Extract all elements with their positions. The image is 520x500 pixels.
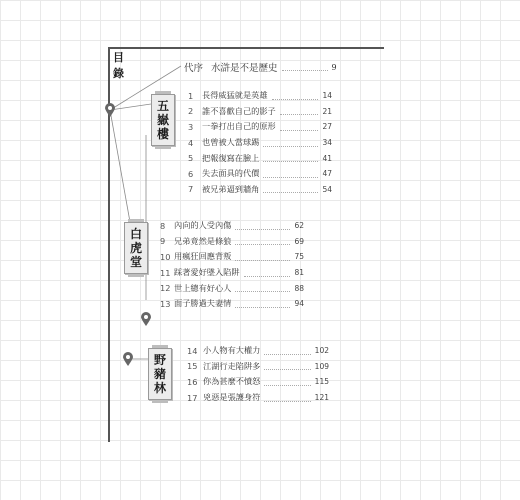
- location-pin-icon: [141, 312, 151, 326]
- chapter-number: 6: [188, 168, 194, 179]
- chapter-title: 江湖行走陷阱多: [203, 360, 261, 371]
- chapter-number: 7: [188, 184, 194, 195]
- chapter-page: 81: [294, 268, 304, 278]
- chapter-item[interactable]: [188, 135, 332, 151]
- chapter-number: 10: [160, 251, 171, 262]
- chapter-item[interactable]: [160, 249, 304, 265]
- leader-dots: [263, 170, 318, 178]
- chapter-title: 用瘋狂回應背叛: [174, 251, 232, 262]
- chapter-page: 54: [322, 184, 332, 194]
- chapter-title: 兄弟竟然是條狼: [174, 235, 232, 246]
- chapter-item[interactable]: [187, 390, 329, 406]
- chapter-page: 21: [322, 106, 332, 116]
- leader-dots: [235, 284, 290, 292]
- chapter-number: 4: [188, 137, 194, 148]
- leader-dots: [264, 347, 310, 355]
- chapter-title: 長得威猛就是英雄: [202, 90, 268, 101]
- chapter-item[interactable]: [160, 280, 304, 296]
- chapter-item[interactable]: [188, 104, 332, 120]
- chapter-title: 被兄弟逼到牆角: [202, 183, 260, 194]
- preface-page: 9: [331, 62, 337, 72]
- chapter-item[interactable]: [188, 88, 332, 104]
- chapter-item[interactable]: [160, 218, 304, 234]
- leader-dots: [235, 253, 290, 261]
- chapter-number: 1: [188, 90, 194, 101]
- leader-dots: [263, 185, 318, 193]
- chapter-number: 3: [188, 121, 194, 132]
- toc-heading: 目錄: [113, 51, 124, 80]
- chapter-page: 27: [322, 122, 332, 132]
- leader-dots: [235, 222, 290, 230]
- chapter-page: 34: [322, 138, 332, 148]
- chapter-number: 11: [160, 267, 171, 278]
- leader-dots: [264, 362, 310, 370]
- chapter-title: 一拳打出自己的原形: [202, 121, 276, 132]
- leader-dots: [282, 64, 328, 71]
- chapter-number: 2: [188, 106, 194, 117]
- chapter-title: 踩著愛好墜入陷阱: [174, 267, 240, 278]
- chapter-number: 13: [160, 298, 171, 309]
- chapter-title: 失去面具的代價: [202, 168, 260, 179]
- chapter-number: 16: [187, 376, 198, 387]
- chapter-title: 世上總有好心人: [174, 282, 232, 293]
- preface-entry[interactable]: [184, 60, 337, 74]
- chapter-title: 兇惡是張護身符: [203, 392, 261, 403]
- leader-dots: [280, 107, 319, 115]
- chapter-title: 內向的人受內傷: [174, 220, 232, 231]
- leader-dots: [264, 394, 310, 402]
- preface-label: 代序: [184, 63, 204, 74]
- chapter-title: 面子勝過夫妻情: [174, 298, 232, 309]
- leader-dots: [264, 378, 310, 386]
- chapter-number: 15: [187, 361, 198, 372]
- leader-dots: [235, 237, 290, 245]
- chapter-number: 8: [160, 220, 166, 231]
- chapter-title: 也曾被人當球踢: [202, 137, 260, 148]
- chapter-item[interactable]: [187, 359, 329, 375]
- leader-dots: [263, 154, 318, 162]
- leader-dots: [263, 139, 318, 147]
- chapter-title: 你為甚麼不憤怒: [203, 376, 261, 387]
- chapter-item[interactable]: [187, 374, 329, 390]
- chapter-page: 75: [294, 252, 304, 262]
- chapter-title: 把報復寫在臉上: [202, 152, 260, 163]
- chapter-number: 5: [188, 153, 194, 164]
- chapter-page: 121: [314, 393, 329, 403]
- chapter-item[interactable]: [187, 343, 329, 359]
- location-pin-icon: [105, 103, 115, 117]
- chapter-page: 94: [294, 299, 304, 309]
- chapter-page: 62: [294, 221, 304, 231]
- leader-dots: [244, 269, 291, 277]
- chapter-list-2: [160, 218, 304, 312]
- chapter-list-3: [187, 343, 329, 405]
- chapter-number: 9: [160, 236, 166, 247]
- chapter-item[interactable]: [188, 119, 332, 135]
- chapter-item[interactable]: [160, 234, 304, 250]
- chapter-number: 17: [187, 392, 198, 403]
- chapter-item[interactable]: [160, 265, 304, 281]
- chapter-page: 69: [294, 236, 304, 246]
- chapter-page: 14: [322, 91, 332, 101]
- chapter-item[interactable]: [188, 150, 332, 166]
- chapter-page: 47: [322, 169, 332, 179]
- chapter-page: 88: [294, 283, 304, 293]
- section-badge-2: 白虎堂: [124, 222, 148, 274]
- chapter-item[interactable]: [160, 296, 304, 312]
- section-badge-3: 野豬林: [148, 348, 172, 400]
- chapter-title: 誰不喜歡自己的影子: [202, 105, 276, 116]
- chapter-number: 12: [160, 283, 171, 294]
- chapter-page: 102: [314, 346, 329, 356]
- chapter-number: 14: [187, 345, 198, 356]
- chapter-item[interactable]: [188, 166, 332, 182]
- chapter-title: 小人物有大權力: [203, 345, 261, 356]
- leader-dots: [235, 300, 290, 308]
- section-badge-1: 五嶽樓: [151, 94, 175, 146]
- location-pin-icon: [123, 352, 133, 366]
- chapter-page: 109: [314, 361, 329, 371]
- chapter-item[interactable]: [188, 182, 332, 198]
- chapter-page: 41: [322, 153, 332, 163]
- chapter-list-1: [188, 88, 332, 197]
- chapter-page: 115: [314, 377, 329, 387]
- leader-dots: [272, 92, 319, 100]
- leader-dots: [280, 123, 319, 131]
- preface-title: 水滸是不是歷史: [211, 63, 278, 74]
